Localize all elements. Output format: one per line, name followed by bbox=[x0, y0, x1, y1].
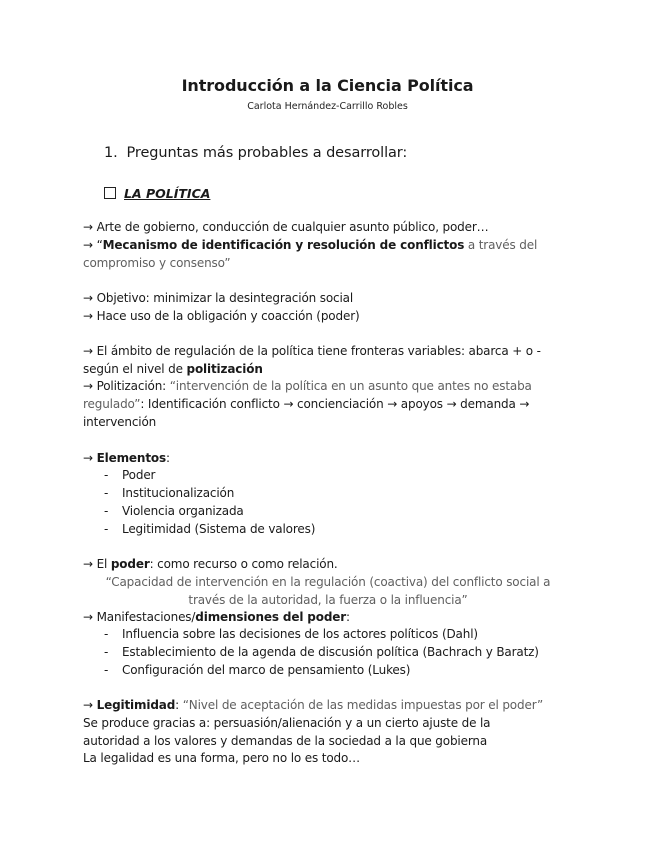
text-span: → bbox=[83, 451, 97, 465]
quoted-text: “intervención de la política en un asunto que antes no estaba bbox=[169, 379, 532, 393]
list-dash: - bbox=[104, 645, 109, 659]
text-span: → “ bbox=[83, 238, 103, 252]
text-span: : bbox=[175, 698, 183, 712]
text-line bbox=[83, 378, 532, 396]
text-line bbox=[83, 450, 170, 468]
bold-text: politización bbox=[186, 362, 263, 376]
text-line: → Arte de gobierno, conducción de cualquier asunto público, poder… bbox=[83, 220, 489, 234]
text-line: → Objetivo: minimizar la desintegración social bbox=[83, 291, 354, 305]
bold-text: Mecanismo de identificación y resolución de conflictos bbox=[102, 238, 465, 252]
quote-line: “Capacidad de intervención en la regulación (coactiva) del conflicto social a bbox=[105, 575, 551, 589]
section-number: 1. bbox=[104, 145, 118, 161]
text-line bbox=[83, 697, 543, 715]
text-line bbox=[83, 361, 263, 379]
list-item bbox=[104, 486, 234, 500]
text-line bbox=[83, 237, 537, 255]
list-item bbox=[104, 645, 539, 659]
text-line: intervención bbox=[83, 415, 157, 429]
text-line: compromiso y consenso” bbox=[83, 256, 231, 270]
list-dash: - bbox=[104, 468, 109, 482]
bold-text: dimensiones del poder bbox=[195, 610, 347, 624]
subsection-title: LA POLÍTICA bbox=[124, 186, 211, 201]
text-span: → bbox=[83, 698, 97, 712]
list-item bbox=[104, 663, 410, 677]
quoted-text: “Nivel de aceptación de las medidas impuestas por el poder” bbox=[182, 698, 544, 712]
bold-text: poder bbox=[110, 557, 150, 571]
list-item bbox=[104, 627, 478, 641]
text-span: → Politización: bbox=[83, 379, 170, 393]
text-span: → Manifestaciones/ bbox=[83, 610, 196, 624]
list-item-text: Establecimiento de la agenda de discusión política (Bachrach y Baratz) bbox=[122, 645, 539, 659]
text-line bbox=[83, 556, 338, 574]
text-span: → El bbox=[83, 557, 111, 571]
list-item bbox=[104, 468, 155, 482]
text-line: La legalidad es una forma, pero no lo es todo… bbox=[83, 751, 361, 765]
empty-checkbox-icon bbox=[104, 187, 116, 199]
list-item-text: Configuración del marco de pensamiento (Lukes) bbox=[122, 663, 411, 677]
text-span: : como recurso o como relación. bbox=[149, 557, 338, 571]
quote-line: través de la autoridad, la fuerza o la influencia” bbox=[188, 593, 468, 607]
bold-text: Legitimidad bbox=[96, 698, 176, 712]
text-line: autoridad a los valores y demandas de la sociedad a la que gobierna bbox=[83, 734, 488, 748]
list-item bbox=[104, 504, 244, 518]
list-dash: - bbox=[104, 504, 109, 518]
text-line: → El ámbito de regulación de la política tiene fronteras variables: abarca + o - bbox=[83, 344, 541, 358]
list-item-text: Violencia organizada bbox=[122, 504, 244, 518]
bold-text: Elementos bbox=[96, 451, 166, 465]
list-item-text: Legitimidad (Sistema de valores) bbox=[122, 522, 316, 536]
text-line: → Hace uso de la obligación y coacción (poder) bbox=[83, 309, 360, 323]
text-span: : bbox=[166, 451, 170, 465]
text-line bbox=[83, 396, 529, 414]
document-title: Introducción a la Ciencia Política bbox=[181, 76, 474, 95]
list-item-text: Influencia sobre las decisiones de los actores políticos (Dahl) bbox=[122, 627, 478, 641]
list-dash: - bbox=[104, 486, 109, 500]
list-dash: - bbox=[104, 663, 109, 677]
list-item bbox=[104, 522, 315, 536]
text-span: : bbox=[346, 610, 350, 624]
document-author: Carlota Hernández-Carrillo Robles bbox=[247, 101, 408, 112]
quoted-text: a través del bbox=[464, 238, 538, 252]
subsection-heading bbox=[104, 186, 210, 201]
text-span: : Identificación conflicto → concienciación → apoyos → demanda → bbox=[140, 397, 530, 411]
section-heading bbox=[104, 145, 407, 161]
text-line: Se produce gracias a: persuasión/alienación y a un cierto ajuste de la bbox=[83, 716, 491, 730]
list-dash: - bbox=[104, 522, 109, 536]
section-title: Preguntas más probables a desarrollar: bbox=[126, 145, 408, 161]
list-item-text: Poder bbox=[122, 468, 156, 482]
quoted-text: regulado” bbox=[83, 397, 141, 411]
text-span: según el nivel de bbox=[83, 362, 187, 376]
list-dash: - bbox=[104, 627, 109, 641]
list-item-text: Institucionalización bbox=[122, 486, 235, 500]
text-line bbox=[83, 609, 350, 627]
